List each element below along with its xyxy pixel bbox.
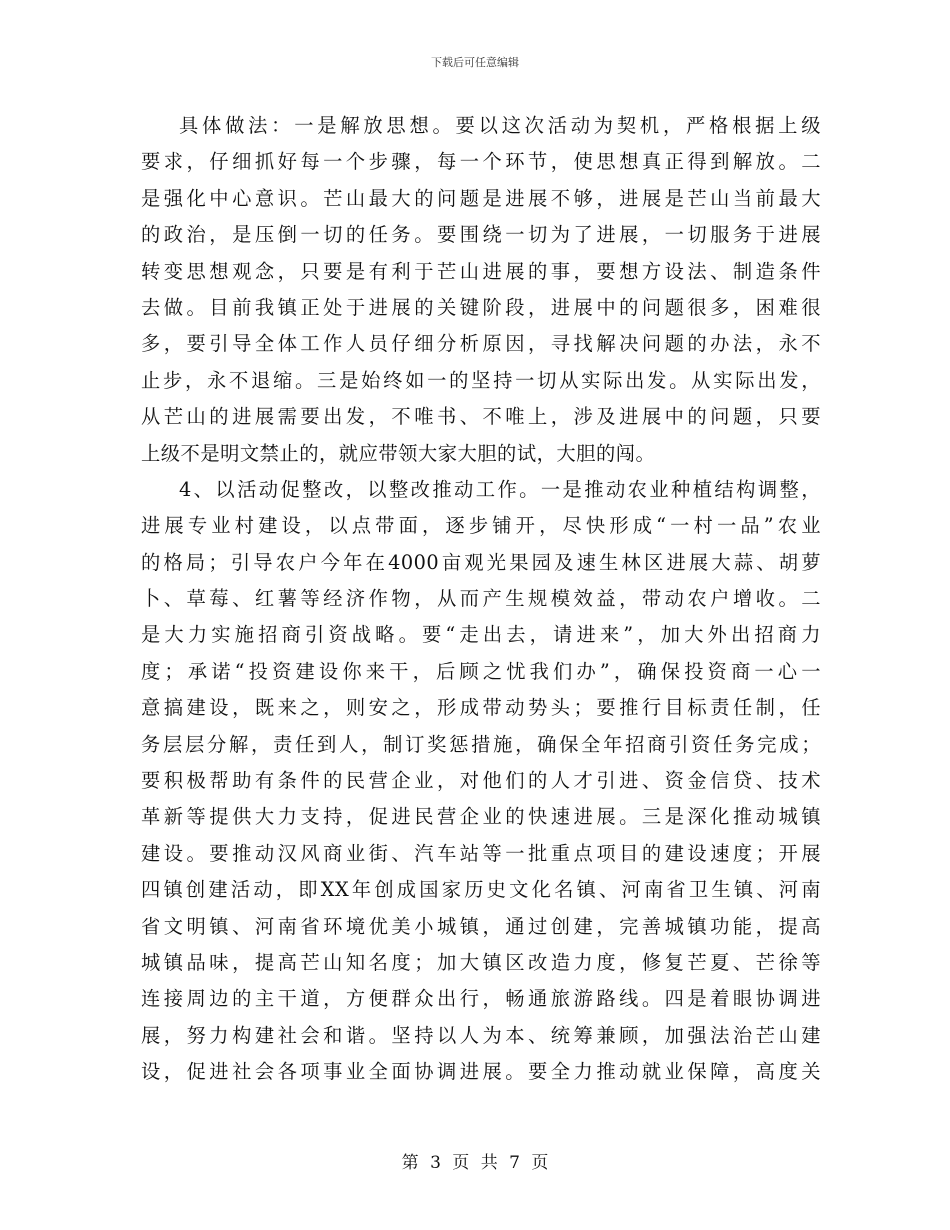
text-line: 设，促进社会各项事业全面协调进展。要全力推动就业保障，高度关: [141, 1060, 821, 1084]
text-line: 的格局；引导农户今年在4000亩观光果园及速生林区进展大蒜、胡萝: [141, 550, 821, 574]
page-number-footer: 第 3 页 共 7 页: [401, 1153, 549, 1173]
text-line: 省文明镇、河南省环境优美小城镇，通过创建，完善城镇功能，提高: [141, 914, 821, 938]
text-line: 卜、草莓、红薯等经济作物，从而产生规模效益，带动农户增收。二: [141, 587, 821, 611]
text-line: 建设。要推动汉风商业街、汽车站等一批重点项目的建设速度；开展: [141, 841, 821, 865]
text-line: 上级不是明文禁止的，就应带领大家大胆的试，大胆的闯。: [141, 441, 656, 465]
text-line: 城镇品味，提高芒山知名度；加大镇区改造力度，修复芒夏、芒徐等: [141, 950, 821, 974]
text-line: 止步，永不退缩。三是始终如一的坚持一切从实际出发。从实际出发，: [141, 368, 821, 392]
text-line: 是强化中心意识。芒山最大的问题是进展不够，进展是芒山当前最大: [141, 186, 821, 210]
text-line: 要积极帮助有条件的民营企业，对他们的人才引进、资金信贷、技术: [141, 769, 821, 793]
text-line: 是大力实施招商引资战略。要“走出去，请进来”，加大外出招商力: [141, 623, 821, 647]
text-line: 度；承诺“投资建设你来干，后顾之忧我们办”，确保投资商一心一: [141, 659, 821, 683]
text-line: 要求，仔细抓好每一个步骤，每一个环节，使思想真正得到解放。二: [141, 150, 821, 174]
text-line: 4、以活动促整改，以整改推动工作。一是推动农业种植结构调整，: [179, 477, 821, 501]
text-line: 多，要引导全体工作人员仔细分析原因，寻找解决问题的办法，永不: [141, 332, 821, 356]
text-line: 四镇创建活动，即XX年创成国家历史文化名镇、河南省卫生镇、河南: [141, 878, 821, 902]
text-line: 从芒山的进展需要出发，不唯书、不唯上，涉及进展中的问题，只要: [141, 405, 821, 429]
document-body: [141, 108, 821, 1091]
text-line: 展，努力构建社会和谐。坚持以人为本、统筹兼顾，加强法治芒山建: [141, 1023, 821, 1047]
text-line: 具体做法：一是解放思想。要以这次活动为契机，严格根据上级: [179, 114, 821, 137]
text-line: 意搞建设，既来之，则安之，形成带动势头；要推行目标责任制，任: [141, 696, 821, 720]
text-line: 进展专业村建设，以点带面，逐步铺开，尽快形成“一村一品”农业: [141, 514, 821, 538]
text-line: 革新等提供大力支持，促进民营企业的快速进展。三是深化推动城镇: [141, 805, 821, 829]
text-line: 去做。目前我镇正处于进展的关键阶段，进展中的问题很多，困难很: [141, 295, 821, 319]
text-line: 连接周边的主干道，方便群众出行，畅通旅游路线。四是着眼协调进: [141, 987, 821, 1011]
text-line: 的政治，是压倒一切的任务。要围绕一切为了进展，一切服务于进展: [141, 223, 821, 247]
page-header: 下载后可任意编辑: [431, 56, 519, 69]
text-line: 转变思想观念，只要是有利于芒山进展的事，要想方设法、制造条件: [141, 259, 821, 283]
text-line: 务层层分解，责任到人，制订奖惩措施，确保全年招商引资任务完成；: [141, 732, 821, 756]
